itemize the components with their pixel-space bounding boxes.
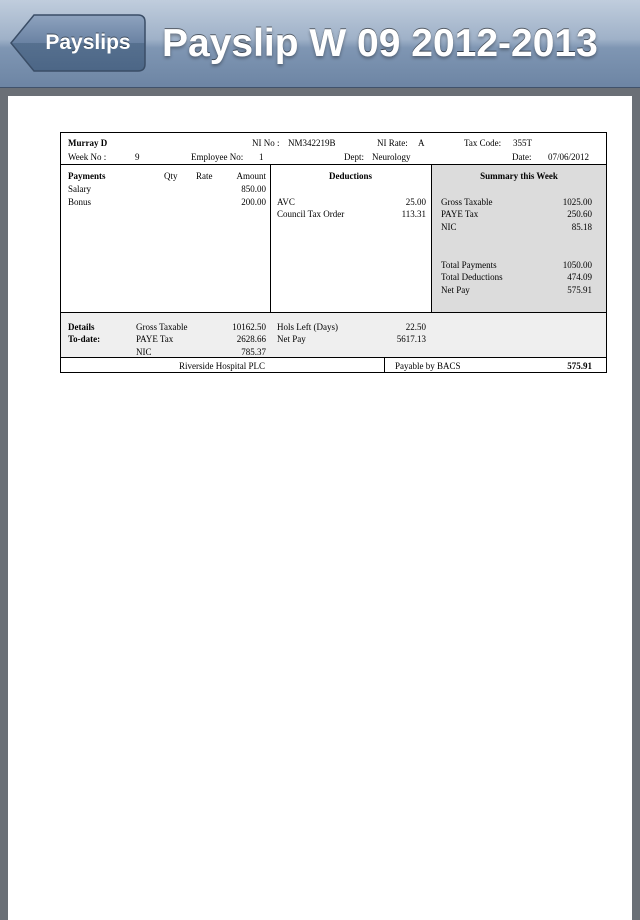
payslip-page	[8, 96, 632, 920]
employee-no-label: Employee No:	[191, 152, 244, 162]
payments-heading: Payments	[68, 171, 106, 181]
back-button[interactable]	[10, 14, 146, 72]
dept-value: Neurology	[372, 152, 411, 162]
deduction-label: AVC	[277, 197, 295, 207]
payment-amount: 850.00	[241, 184, 266, 194]
week-no-value: 9	[135, 152, 140, 162]
summary-label: PAYE Tax	[441, 209, 479, 219]
summary-label: Gross Taxable	[441, 197, 493, 207]
payment-label: Salary	[68, 184, 91, 194]
details-amount: 5617.13	[396, 334, 426, 344]
summary-amount: 575.91	[567, 285, 592, 295]
ni-no-label: NI No :	[252, 138, 280, 148]
deductions-heading: Deductions	[328, 171, 372, 181]
summary-label: Net Pay	[441, 285, 470, 295]
summary-amount: 474.09	[567, 272, 592, 282]
ni-rate-value: A	[418, 138, 425, 148]
ni-rate-label: NI Rate:	[377, 138, 408, 148]
amount-column-header: Amount	[236, 171, 266, 181]
summary-amount: 1050.00	[562, 260, 592, 270]
tax-code-label: Tax Code:	[464, 138, 502, 148]
details-amount: 2628.66	[236, 334, 266, 344]
week-no-label: Week No :	[68, 152, 107, 162]
deduction-amount: 113.31	[401, 209, 426, 219]
page-title: Payslip W 09 2012-2013	[162, 22, 598, 65]
employee-name: Murray D	[68, 138, 108, 148]
payment-amount: 200.00	[241, 197, 266, 207]
dept-label: Dept:	[344, 152, 364, 162]
navigation-bar	[0, 0, 640, 88]
employee-no-value: 1	[259, 152, 264, 162]
details-label: Details	[68, 322, 95, 332]
column-divider	[270, 165, 271, 313]
summary-label: Total Payments	[441, 260, 497, 270]
summary-heading: Summary this Week	[480, 171, 558, 181]
back-button-label: Payslips	[45, 31, 131, 54]
ni-no-value: NM342219B	[288, 138, 336, 148]
deduction-label: Council Tax Order	[277, 209, 345, 219]
summary-label: Total Deductions	[441, 272, 503, 282]
details-label: Gross Taxable	[136, 322, 188, 332]
payable-label: Payable by BACS	[395, 361, 461, 371]
details-label: NIC	[136, 347, 152, 357]
details-label: Net Pay	[277, 334, 306, 344]
summary-label: NIC	[441, 222, 457, 232]
qty-column-header: Qty	[164, 171, 178, 181]
rate-column-header: Rate	[196, 171, 213, 181]
details-amount: 22.50	[405, 322, 426, 332]
summary-amount: 1025.00	[562, 197, 592, 207]
date-value: 07/06/2012	[548, 152, 590, 162]
to-date-label: To-date:	[68, 334, 101, 344]
summary-amount: 85.18	[571, 222, 592, 232]
details-label: Hols Left (Days)	[277, 322, 338, 332]
payable-amount: 575.91	[567, 361, 592, 371]
details-amount: 785.37	[241, 347, 266, 357]
payment-label: Bonus	[68, 197, 92, 207]
date-label: Date:	[512, 152, 532, 162]
details-label: PAYE Tax	[136, 334, 174, 344]
summary-amount: 250.60	[567, 209, 592, 219]
details-amount: 10162.50	[232, 322, 266, 332]
employer-name: Riverside Hospital PLC	[179, 361, 265, 371]
tax-code-value: 355T	[513, 138, 532, 148]
deduction-amount: 25.00	[405, 197, 426, 207]
